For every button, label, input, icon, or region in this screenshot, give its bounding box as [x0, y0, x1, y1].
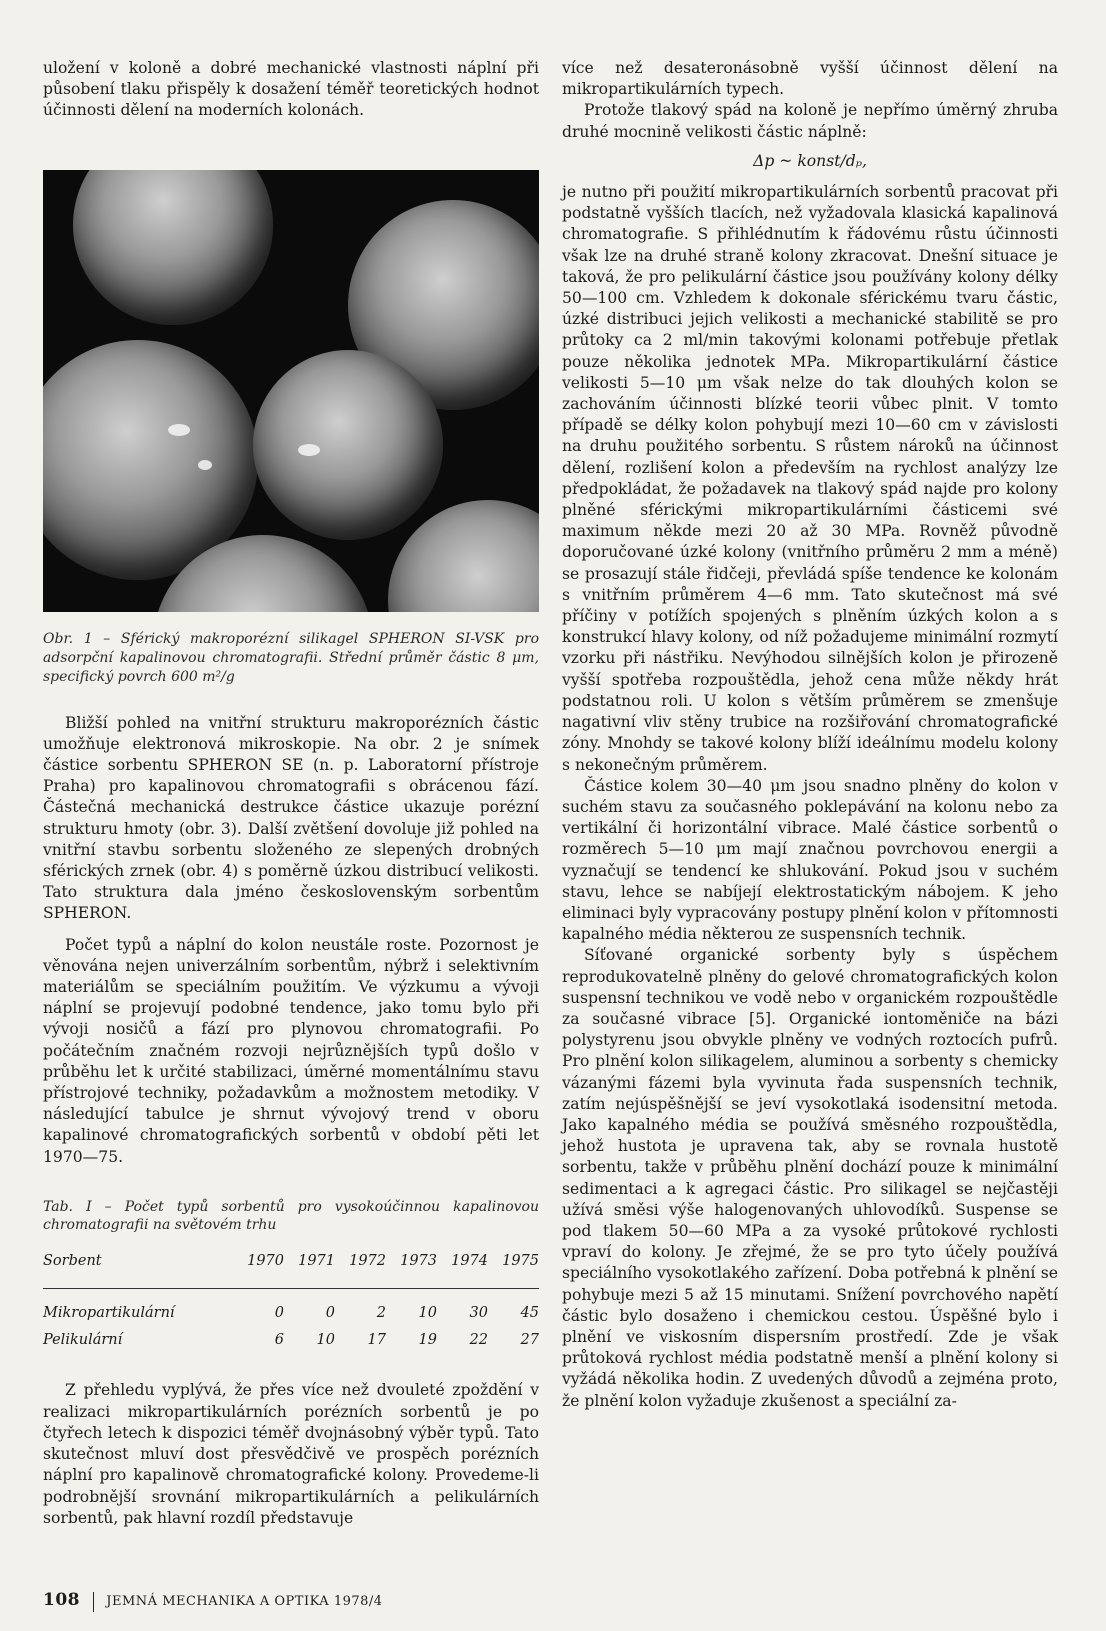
footer-divider — [93, 1592, 94, 1612]
left-column — [43, 58, 539, 1529]
table-header-cell: 1974 — [451, 1252, 488, 1269]
table-cell: 17 — [367, 1332, 386, 1349]
table-caption: Tab. I – Počet typů sorbentů pro vysokoúčinnou kapalinovou chromatografii na světovém trhu — [43, 1198, 539, 1233]
table-header-cell: 1971 — [298, 1252, 335, 1269]
page-number: 108 — [43, 1590, 80, 1610]
right-paragraph-4: Síťované organické sorbenty byly s úspěchem reprodukovatelně plněny do gelové chromatografických kolon suspensní technikou ve vodě nebo v organickém rozpouštědle za současné vibrace [5]. Organické iontoměniče na bázi polystyrenu jsou obvykle plněny ve vodných roztocích pufrů. Pro plnění kolon silikagelem, aluminou a sorbenty s chemicky vázanými fázemi byla vyvinuta řada suspensních technik, zatím nejúspěšnější se jeví vysokotlaká isodensitní metoda. Jako kapalného média se používá směsného rozpouštědla, jehož hustota je upravena tak, aby se rovnala hustotě sorbentu, takže v průběhu plnění dochází pouze k minimální sedimentaci a k agregaci částic. Pro silikagel se nejčastěji užívá směsi výše halogenovaných uhlovodíků. Suspense se pod tlakem 50—60 MPa a za vysoké průtokové rychlosti vpraví do kolony. Je zřejmé, že se pro tyto účely používá speciálního vysokotlakého zařízení. Doba potřebná k plnění se pohybuje mezi 5 až 15 minutami. Snížení povrchového napětí částic bylo dosaženo i chemickou cestou. Úspěšné bylo i plnění ve viskosním dispersním prostředí. Zde je však průtoková rychlost média podstatně menší a plnění kolony si vyžádá několika hodin. Z uvedených důvodů a zejména proto, že plnění kolon vyžaduje zkušenost a speciální za- — [562, 946, 1058, 1410]
table-cell: 6 — [274, 1332, 284, 1349]
table-header-row — [43, 1248, 539, 1289]
left-paragraph-2: Počet typů a náplní do kolon neustále roste. Pozornost je věnována nejen univerzálním sorbentům, nýbrž i selektivním materiálům se speciálním použitím. Ve výzkumu a vývoji náplní se projevují podobné tendence, jako tomu bylo při vývoji nosičů a fází pro plynovou chromatografii. Po počátečním značném rozvoji nejrůznějších typů došlo v průběhu let k určité stabilizaci, úměrné momentálnímu stavu přístrojové techniky, požadavkům a možnostem metodiky. V následující tabulce je shrnut vývojový trend v oboru kapalinové chromatografických sorbentů v období pěti let 1970—75. — [43, 935, 539, 1166]
right-column — [562, 58, 1058, 1412]
table-cell: Mikropartikulární — [43, 1305, 175, 1322]
table-cell: 30 — [469, 1305, 488, 1322]
table-header-cell: 1972 — [349, 1252, 386, 1269]
table-cell: Pelikulární — [43, 1332, 123, 1349]
table-header-cell: Sorbent — [43, 1252, 102, 1269]
left-paragraph-1: Bližší pohled na vnitřní strukturu makroporézních částic umožňuje elektronová mikroskopie. Na obr. 2 je snímek částice sorbentu SPHERON SE (n. p. Laboratorní přístroje Praha) pro kapalinovou chromatografii s obrácenou fází. Částečná mechanická destrukce částice ukazuje porézní strukturu hmoty (obr. 3). Další zvětšení dovoluje již pohled na vnitřní stavbu sorbentu složeného ze slepených drobných sférických zrnek (obr. 4) s poměrně úzkou distribucí velikosti. Tato struktura dala jméno československým sorbentům SPHERON. — [43, 713, 539, 923]
page-footer — [43, 1590, 383, 1612]
left-intro-paragraph: uložení v koloně a dobré mechanické vlastnosti náplní při působení tlaku přispěly k dosažení téměř teoretických hodnot účinnosti dělení na moderních kolonách. — [43, 59, 539, 120]
table-header-cell: 1970 — [247, 1252, 284, 1269]
table-header-cell: 1975 — [502, 1252, 539, 1269]
table-cell: 0 — [325, 1305, 335, 1322]
figure-caption: Obr. 1 – Sférický makroporézní silikagel SPHERON SI-VSK pro adsorpční kapalinovou chromatografii. Střední průměr částic 8 μm, specifický povrch 600 m²/g — [43, 630, 539, 685]
right-paragraph-2: je nutno při použití mikropartikulárních sorbentů pracovat při podstatně vyšších tlacích, než vyžadovala klasická kapalinová chromatografie. S přihlédnutím k řádovému růstu účinnosti však lze na druhé straně kolony zkracovat. Dnešní situace je taková, že pro pelikulární částice jsou používány kolony délky 50—100 cm. Vzhledem k dokonale sférickému tvaru částic, úzké distribuci jejich velikosti a mechanické stabilitě se pro průtoky ca 2 ml/min takovými kolonami potřebuje přetlak pouze několika jednotek MPa. Mikropartikulární částice velikosti 5—10 μm však nelze do tak dlouhých kolon se zachováním účinnosti blízké teorii vůbec plnit. V tomto případě se délky kolon pohybují mezi 10—60 cm v závislosti na druhu použitého sorbentu. S růstem nároků na účinnost dělení, rozlišení kolon a především na rychlost analýzy lze předpokládat, že požadavek na tlakový spád najde pro kolony plněné sférickými mikropartikulárními částicemi své maximum někde mezi 20 až 30 MPa. Rovněž původně doporučované úzké kolony (vnitřního průměru 2 mm a méně) se prosazují stále řidčeji, převládá spíše tendence ke kolonám s vnitřním průměrem 4—6 mm. Tato skutečnost má své příčiny v potížích spojených s plněním úzkých kolon a s konstrukcí hlavy kolony, od níž požadujeme minimální rozmytí vzorku při nástřiku. Nevýhodou silnějších kolon je přirozeně vyšší spotřeba rozpouštědla, jehož cena může někdy hrát podstatnou roli. U kolon s větším průměrem se zmenšuje nagativní vliv stěny trubice na rozšiřování chromatografické zóny. Mnohdy se takové kolony blíží ideálnímu modelu kolony s nekonečným průměrem. — [562, 183, 1058, 774]
journal-name: JEMNÁ MECHANIKA A OPTIKA 1978/4 — [106, 1594, 383, 1609]
table-row — [43, 1289, 539, 1328]
right-paragraph-0: více než desateronásobně vyšší účinnost dělení na mikropartikulárních typech. — [562, 59, 1058, 99]
right-paragraph-3: Částice kolem 30—40 μm jsou snadno plněny do kolon v suchém stavu za současného poklepávání na kolonu nebo za vertikální či horizontální vibrace. Malé částice sorbentů o rozměrech 5—10 μm mají značnou povrchovou energii a vyznačují se tendencí ke shlukování. Pokud jsou v suchém stavu, lehce se nabíjejí elektrostatickým nábojem. K jeho eliminaci byly vypracovány postupy plnění kolon v přítomnosti kapalného média některou ze suspensních technik. — [562, 776, 1058, 944]
pressure-drop-formula: Δp ~ konst/dₚ, — [753, 151, 867, 170]
sem-micrograph-figure — [43, 170, 539, 612]
table-header-cell: 1973 — [400, 1252, 437, 1269]
table-cell: 2 — [376, 1305, 386, 1322]
left-paragraph-3: Z přehledu vyplývá, že přes více než dvouleté zpoždění v realizaci mikropartikulárních porézních sorbentů je po čtyřech letech k dispozici téměř dvojnásobný výběr typů. Tato skutečnost mluví dost přesvědčivě ve prospěch porézních náplní pro kapalinově chromatografické kolony. Provedeme-li podrobnější srovnání mikropartikulárních a pelikulárních sorbentů, pak hlavní rozdíl představuje — [43, 1381, 539, 1527]
sorbent-table — [43, 1248, 539, 1355]
table-cell: 10 — [316, 1332, 335, 1349]
right-paragraph-1: Protože tlakový spád na koloně je nepřímo úměrný zhruba druhé mocnině velikosti částic náplně: — [562, 101, 1058, 141]
table-cell: 19 — [418, 1332, 437, 1349]
table-row — [43, 1327, 539, 1354]
table-cell: 10 — [418, 1305, 437, 1322]
table-cell: 0 — [274, 1305, 284, 1322]
table-cell: 45 — [520, 1305, 539, 1322]
table-cell: 22 — [469, 1332, 488, 1349]
table-cell: 27 — [520, 1332, 539, 1349]
